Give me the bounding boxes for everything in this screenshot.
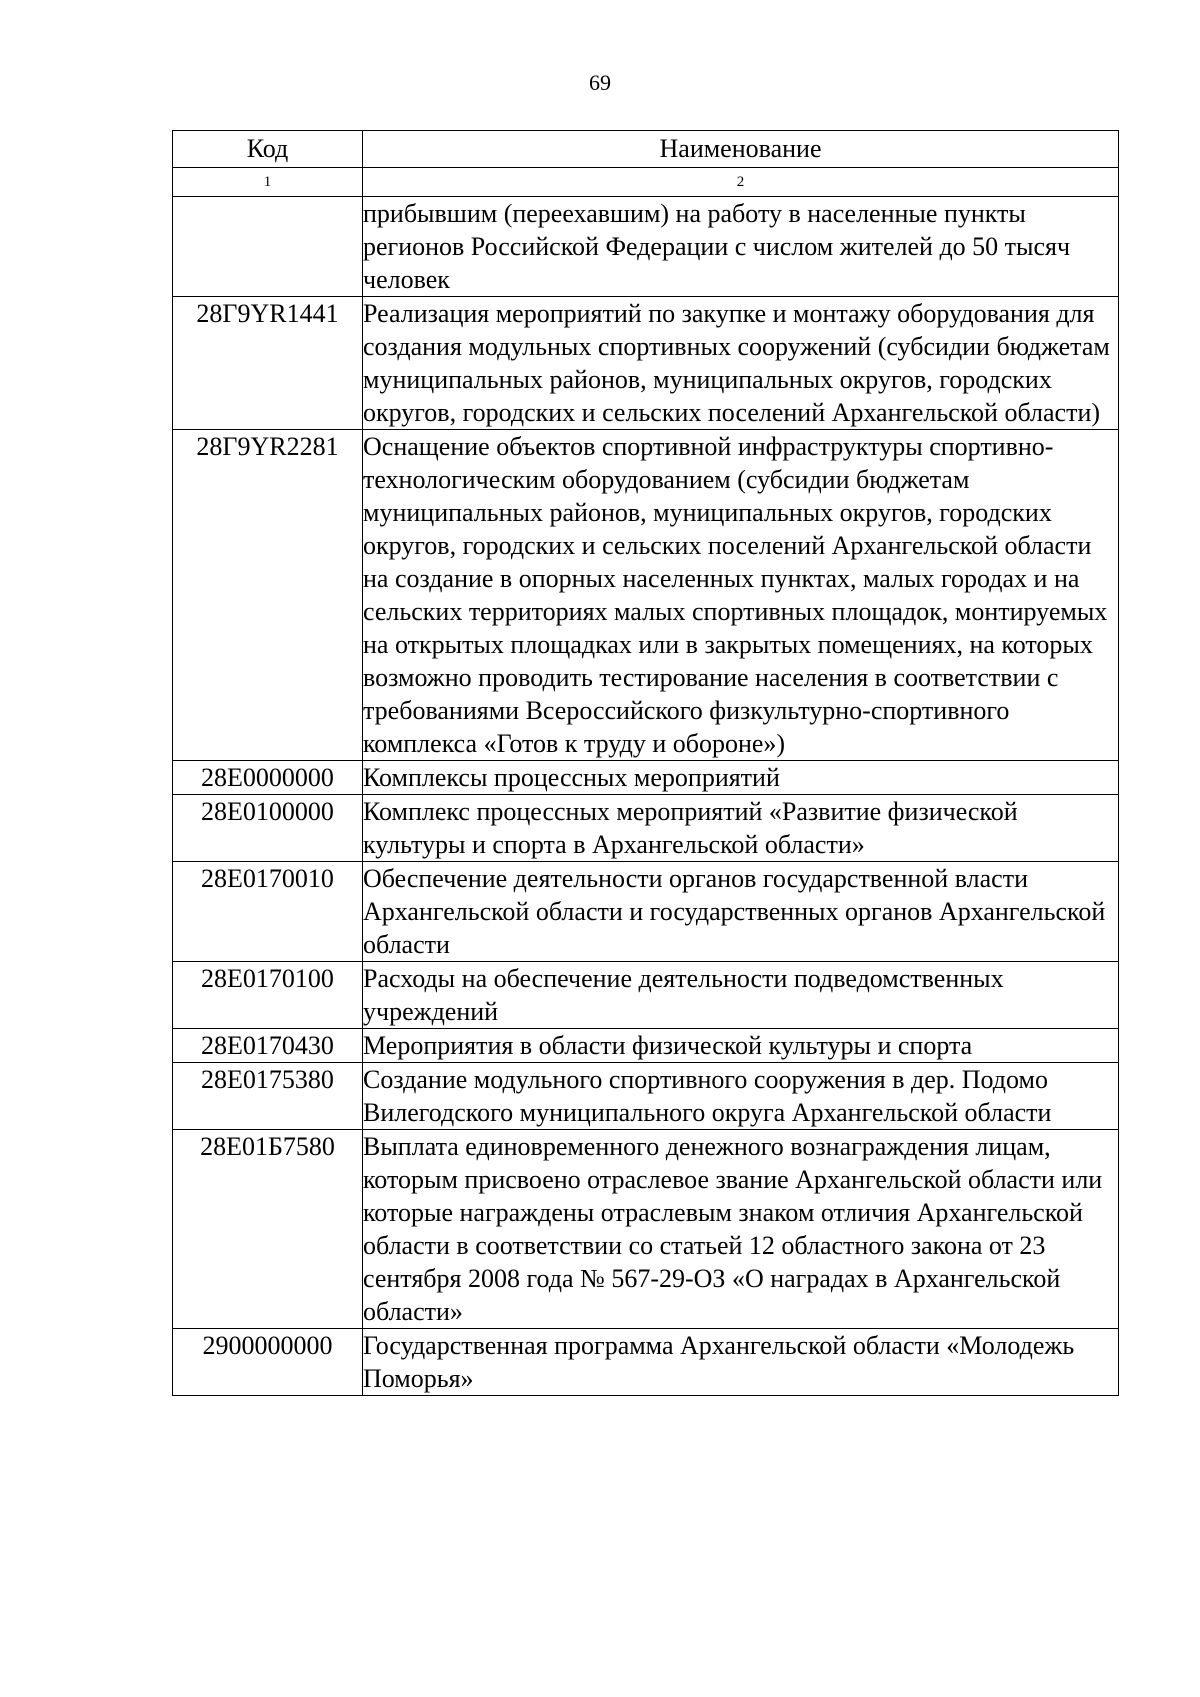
code-cell: 28Г9YR2281 [173,430,363,761]
code-cell: 28Е0100000 [173,795,363,862]
table-row [173,862,1119,962]
table-row [173,430,1119,761]
classification-table [172,130,1119,1396]
page-number: 69 [589,70,611,95]
name-column-number: 2 [363,168,1119,197]
name-cell: прибывшим (переехавшим) на работу в населенные пункты регионов Российской Федерации с числом жителей до 50 тысяч человек [363,197,1119,297]
code-cell: 28Г9YR1441 [173,297,363,430]
name-cell: Выплата единовременного денежного вознаграждения лицам, которым присвоено отраслевое звание Архангельской области или которые награждены отраслевым знаком отличия Архангельской области в соответствии со статьей 12 областного закона от 23 сентября 2008 года № 567-29-ОЗ «О наградах в Архангельской области» [363,1130,1119,1329]
code-cell: 28Е01Б7580 [173,1130,363,1329]
name-cell: Реализация мероприятий по закупке и монтажу оборудования для создания модульных спортивных сооружений (субсидии бюджетам муниципальных районов, муниципальных округов, городских округов, городских и сельских поселений Архангельской области) [363,297,1119,430]
name-cell: Комплекс процессных мероприятий «Развитие физической культуры и спорта в Архангельской области» [363,795,1119,862]
name-cell: Оснащение объектов спортивной инфраструктуры спортивно-технологическим оборудованием (субсидии бюджетам муниципальных районов, муниципальных округов, городских округов, городских и сельских поселений Архангельской области на создание в опорных населенных пунктах, малых городах и на сельских территориях малых спортивных площадок, монтируемых на открытых площадках или в закрытых помещениях, на которых возможно проводить тестирование населения в соответствии с требованиями Всероссийского физкультурно-спортивного комплекса «Готов к труду и обороне») [363,430,1119,761]
name-cell: Расходы на обеспечение деятельности подведомственных учреждений [363,962,1119,1029]
name-cell: Создание модульного спортивного сооружения в дер. Подомо Вилегодского муниципального округа Архангельской области [363,1063,1119,1130]
name-cell: Государственная программа Архангельской области «Молодежь Поморья» [363,1329,1119,1396]
code-cell: 28Е0170430 [173,1029,363,1063]
table-row [173,1130,1119,1329]
table-row [173,761,1119,795]
table-row [173,1063,1119,1130]
name-cell: Обеспечение деятельности органов государственной власти Архангельской области и государственных органов Архангельской области [363,862,1119,962]
table-row [173,795,1119,862]
column-number-row [173,168,1119,197]
table-row [173,1029,1119,1063]
code-cell: 2900000000 [173,1329,363,1396]
code-cell: 28Е0170010 [173,862,363,962]
name-column-header: Наименование [363,131,1119,168]
table-header-row [173,131,1119,168]
table-row [173,962,1119,1029]
code-column-number: 1 [173,168,363,197]
table-row [173,297,1119,430]
name-cell: Комплексы процессных мероприятий [363,761,1119,795]
name-cell: Мероприятия в области физической культуры и спорта [363,1029,1119,1063]
table-row [173,197,1119,297]
code-cell: 28Е0175380 [173,1063,363,1130]
code-cell: 28Е0170100 [173,962,363,1029]
table-row [173,1329,1119,1396]
code-column-header: Код [173,131,363,168]
code-cell: 28Е0000000 [173,761,363,795]
code-cell [173,197,363,297]
